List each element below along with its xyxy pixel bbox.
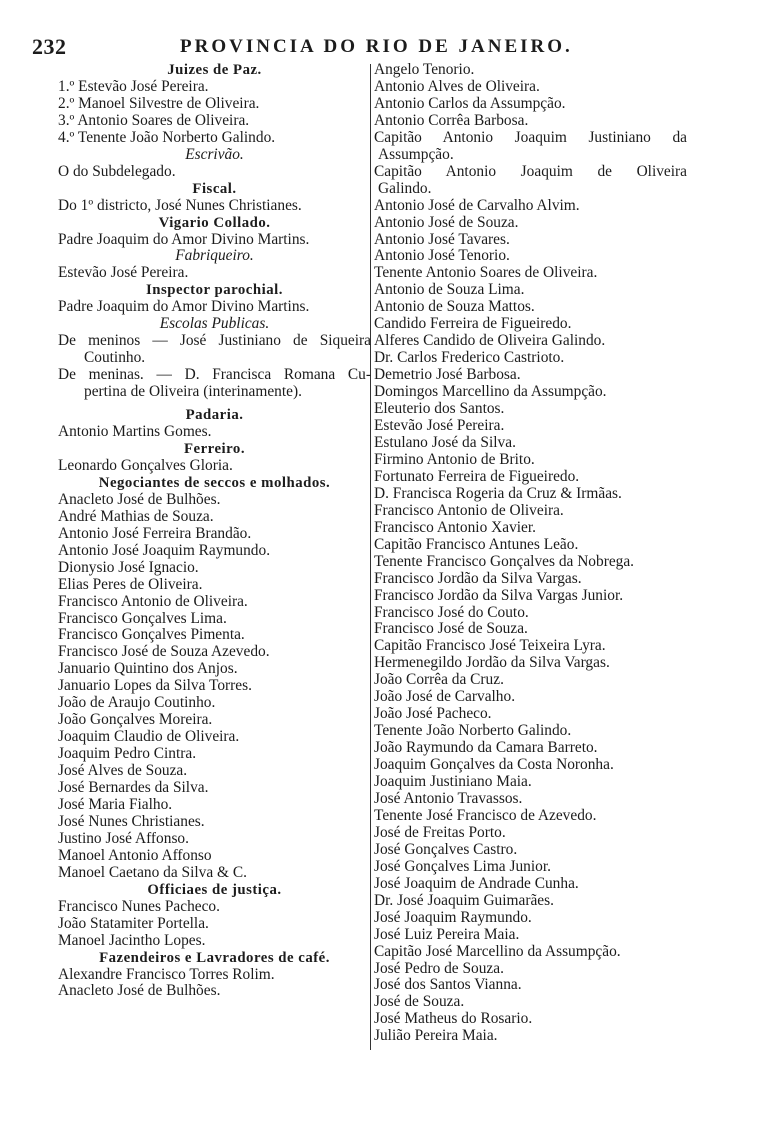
list-item: André Mathias de Souza.: [58, 508, 214, 525]
list-item: José Bernardes da Silva.: [58, 780, 209, 797]
juiz-item: 3.º Antonio Soares de Oliveira.: [58, 112, 250, 129]
list-item: Francisco Gonçalves Pimenta.: [58, 627, 245, 644]
list-item: Francisco Antonio de Oliveira.: [374, 502, 564, 519]
list-item: Tenente Francisco Gonçalves da Nobrega.: [374, 553, 635, 570]
list-item: Francisco Gonçalves Lima.: [58, 610, 227, 627]
list-item: Capitão José Marcellino da Assumpção.: [374, 943, 621, 960]
subheading-escolas: Escolas Publicas.: [159, 316, 270, 333]
list-item: Joaquim Gonçalves da Costa Noronha.: [374, 757, 614, 774]
subheading-fabriqueiro: Fabriqueiro.: [175, 248, 254, 265]
list-item: Angelo Tenorio.: [374, 62, 475, 78]
list-item: Januario Quintino dos Anjos.: [58, 661, 238, 678]
escola-meninos-line2: Coutinho.: [84, 350, 146, 367]
right-column: [374, 62, 687, 1045]
list-item: José Joaquim Raymundo.: [374, 909, 532, 926]
escola-meninas-line2: pertina de Oliveira (interinamente).: [84, 384, 302, 401]
section-heading-padaria: Padaria.: [185, 407, 244, 424]
list-item: João Statamiter Portella.: [58, 915, 209, 932]
list-item: José Joaquim de Andrade Cunha.: [374, 875, 579, 892]
list-item: Joaquim Justiniano Maia.: [374, 774, 532, 791]
list-item: Francisco José de Souza.: [374, 621, 528, 638]
juiz-item: 4.º Tenente João Norberto Galindo.: [58, 129, 276, 146]
list-item: José de Souza.: [374, 994, 465, 1011]
list-item: José Matheus do Rosario.: [374, 1011, 533, 1028]
list-item: João Gonçalves Moreira.: [58, 712, 213, 729]
list-item: José Alves de Souza.: [58, 763, 188, 780]
list-item: Francisco Jordão da Silva Vargas.: [374, 570, 582, 587]
list-item: Anacleto José de Bulhões.: [58, 983, 221, 1000]
list-item: José Luiz Pereira Maia.: [374, 926, 520, 943]
list-item: Antonio Corrêa Barbosa.: [374, 112, 529, 129]
list-item: José Gonçalves Castro.: [374, 841, 518, 858]
juiz-item: 2.º Manoel Silvestre de Oliveira.: [58, 95, 260, 112]
list-item: Antonio José Joaquim Raymundo.: [58, 542, 271, 559]
list-item: Alferes Candido de Oliveira Galindo.: [374, 333, 606, 350]
list-item: Capitão Antonio Joaquim de Oliveira: [374, 163, 687, 180]
list-item: Januario Lopes da Silva Torres.: [58, 678, 252, 695]
page-number: 232: [32, 34, 67, 59]
list-item: Francisco José de Souza Azevedo.: [58, 644, 270, 661]
list-item: Estevão José Pereira.: [374, 418, 505, 435]
section-heading-officiaes: Officiaes de justiça.: [147, 881, 282, 898]
list-item: Dr. José Joaquim Guimarães.: [374, 892, 554, 909]
list-item: Antonio de Souza Lima.: [374, 282, 525, 299]
juiz-item: 1.º Estevão José Pereira.: [58, 78, 209, 95]
list-item: Candido Ferreira de Figueiredo.: [374, 316, 572, 333]
list-item: Antonio Carlos da Assumpção.: [374, 95, 566, 112]
fabriqueiro-text: Estevão José Pereira.: [58, 265, 189, 282]
list-item: Manoel Antonio Affonso: [58, 847, 212, 864]
section-heading-ferreiro: Ferreiro.: [183, 440, 246, 457]
list-item: Fortunato Ferreira de Figueiredo.: [374, 468, 580, 485]
subheading-escrivao: Escrivão.: [185, 146, 244, 163]
section-heading-vigario: Vigario Collado.: [158, 214, 271, 231]
section-heading-negociantes: Negociantes de seccos e molhados.: [98, 474, 331, 491]
list-item: José de Freitas Porto.: [374, 824, 506, 841]
list-item: Estulano José da Silva.: [374, 434, 516, 451]
list-item: Anacleto José de Bulhões.: [58, 491, 221, 508]
left-column: [58, 62, 371, 1000]
list-item: Francisco Antonio Xavier.: [374, 519, 536, 536]
list-item: Justino José Affonso.: [58, 830, 189, 847]
list-item-continuation: Assumpção.: [378, 146, 454, 163]
section-heading-inspector: Inspector parochial.: [146, 282, 283, 299]
list-item: Capitão Francisco José Teixeira Lyra.: [374, 638, 606, 655]
list-item: Dr. Carlos Frederico Castrioto.: [374, 350, 565, 367]
list-item: D. Francisca Rogeria da Cruz & Irmãas.: [374, 485, 622, 502]
list-item: Francisco José do Couto.: [374, 604, 529, 621]
inspector-text: Padre Joaquim do Amor Divino Martins.: [58, 299, 310, 316]
list-item: Francisco Nunes Pacheco.: [58, 898, 220, 915]
negociantes-list: [58, 492, 371, 882]
list-item: José Maria Fialho.: [58, 796, 173, 813]
list-item: Dionysio José Ignacio.: [58, 559, 199, 576]
list-item: João de Araujo Coutinho.: [58, 695, 216, 712]
list-item-continuation: Galindo.: [378, 180, 432, 197]
list-item: João Raymundo da Camara Barreto.: [374, 740, 598, 757]
list-item: Manoel Caetano da Silva & C.: [58, 864, 247, 881]
section-heading-fiscal: Fiscal.: [192, 180, 237, 197]
list-item: José dos Santos Vianna.: [374, 977, 522, 994]
list-item: Alexandre Francisco Torres Rolim.: [58, 966, 275, 983]
list-item: José Pedro de Souza.: [374, 960, 504, 977]
list-item: Julião Pereira Maia.: [374, 1028, 498, 1045]
running-title: PROVINCIA DO RIO DE JANEIRO.: [180, 36, 573, 57]
vigario-text: Padre Joaquim do Amor Divino Martins.: [58, 231, 310, 248]
padaria-text: Antonio Martins Gomes.: [58, 424, 212, 441]
list-item: Francisco Jordão da Silva Vargas Junior.: [374, 587, 624, 604]
list-item: Capitão Francisco Antunes Leão.: [374, 536, 579, 553]
list-item: Antonio José Tenorio.: [374, 248, 510, 265]
list-item: Hermenegildo Jordão da Silva Vargas.: [374, 655, 610, 672]
fiscal-text: Do 1º districto, José Nunes Christianes.: [58, 197, 302, 214]
list-item: José Gonçalves Lima Junior.: [374, 858, 551, 875]
list-item: José Nunes Christianes.: [58, 813, 205, 830]
list-item: João Corrêa da Cruz.: [374, 672, 504, 689]
page-header: [32, 34, 722, 62]
list-item: Eleuterio dos Santos.: [374, 401, 505, 418]
list-item: Tenente José Francisco de Azevedo.: [374, 807, 597, 824]
list-item: Tenente João Norberto Galindo.: [374, 723, 572, 740]
list-item: Antonio José de Souza.: [374, 214, 519, 231]
list-item: João José de Carvalho.: [374, 689, 516, 706]
list-item: Antonio José Tavares.: [374, 231, 510, 248]
list-item: Antonio José de Carvalho Alvim.: [374, 197, 580, 214]
list-item: Antonio de Souza Mattos.: [374, 299, 535, 316]
section-heading-fazendeiros: Fazendeiros e Lavradores de café.: [99, 949, 330, 966]
list-item: Antonio José Ferreira Brandão.: [58, 525, 252, 542]
list-item: Manoel Jacintho Lopes.: [58, 932, 206, 949]
list-item: Elias Peres de Oliveira.: [58, 576, 203, 593]
list-item: Tenente Antonio Soares de Oliveira.: [374, 265, 598, 282]
list-item: Joaquim Claudio de Oliveira.: [58, 729, 240, 746]
escola-meninos-line1: De meninos — José Justiniano de Siqueira: [58, 333, 371, 350]
list-item: José Antonio Travassos.: [374, 790, 523, 807]
ferreiro-text: Leonardo Gonçalves Gloria.: [58, 457, 233, 474]
list-item: Antonio Alves de Oliveira.: [374, 78, 540, 95]
list-item: Capitão Antonio Joaquim Justiniano da: [374, 129, 687, 146]
list-item: Demetrio José Barbosa.: [374, 367, 521, 384]
escola-meninas-line1: De meninas. — D. Francisca Romana Cu-: [58, 367, 371, 384]
list-item: Firmino Antonio de Brito.: [374, 451, 535, 468]
list-item: Francisco Antonio de Oliveira.: [58, 593, 248, 610]
list-item: João José Pacheco.: [374, 706, 492, 723]
section-heading-juizes: Juizes de Paz.: [167, 62, 262, 78]
list-item: Joaquim Pedro Cintra.: [58, 746, 197, 763]
list-item: Domingos Marcellino da Assumpção.: [374, 384, 607, 401]
escrivao-text: O do Subdelegado.: [58, 163, 176, 180]
